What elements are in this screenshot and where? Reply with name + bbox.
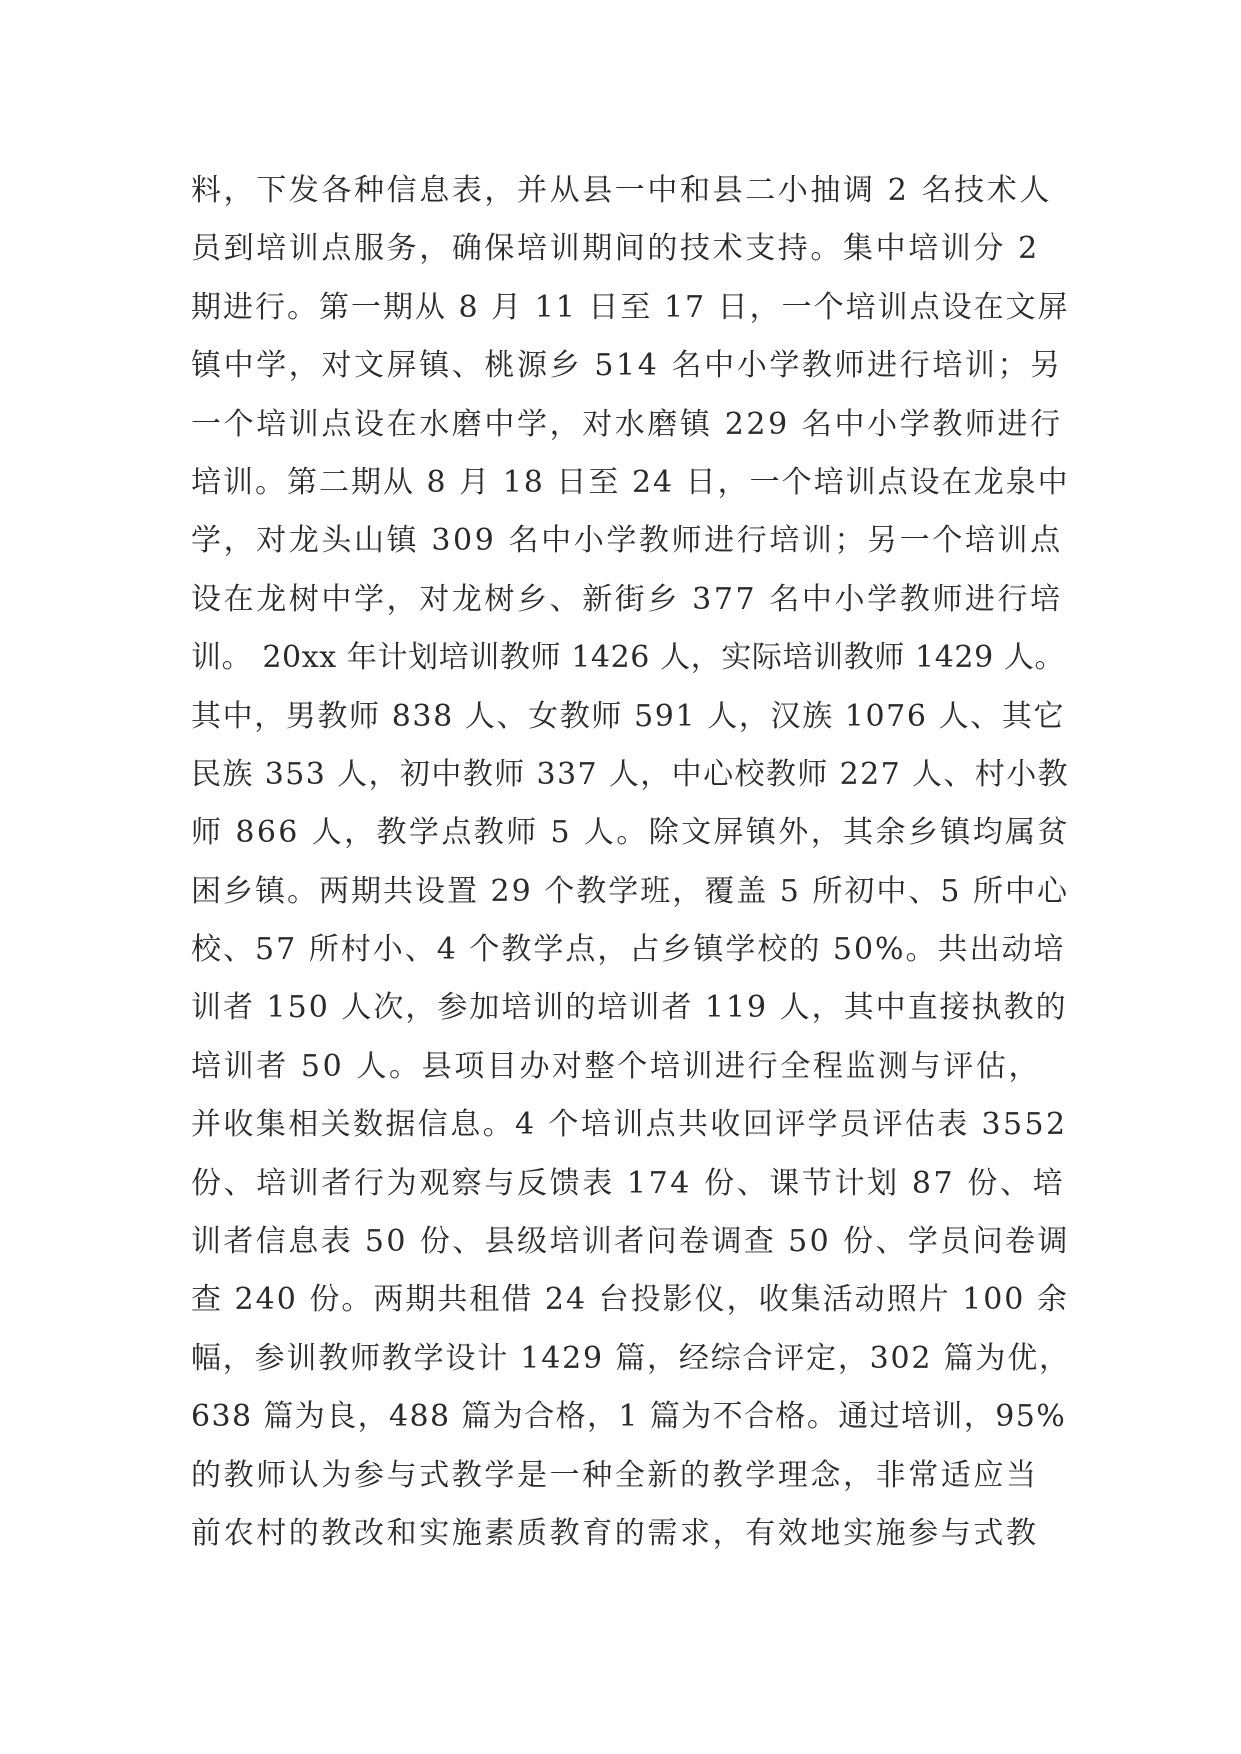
text-line: 员到培训点服务，确保培训期间的技术支持。集中培训分 2 <box>191 231 1040 267</box>
text-line: 培训者 50 人。县项目办对整个培训进行全程监测与评估， <box>191 1048 1042 1084</box>
text-line: 查 240 份。两期共租借 24 台投影仪，收集活动照片 100 余 <box>191 1282 1069 1318</box>
text-line: 份、培训者行为观察与反馈表 174 份、课节计划 87 份、培 <box>191 1165 1066 1201</box>
text-line: 校、57 所村小、4 个教学点，占乡镇学校的 50%。共出动培 <box>191 932 1066 968</box>
text-line: 一个培训点设在水磨中学，对水磨镇 229 名中小学教师进行 <box>191 406 1063 442</box>
text-line: 训者信息表 50 份、县级培训者问卷调查 50 份、学员问卷调 <box>191 1224 1070 1260</box>
text-line: 料，下发各种信息表，并从县一中和县二小抽调 2 名技术人 <box>191 173 1052 208</box>
text-line: 师 866 人，教学点教师 5 人。除文屏镇外，其余乡镇均属贫 <box>191 815 1070 851</box>
text-line: 期进行。第一期从 8 月 11 日至 17 日，一个培训点设在文屏 <box>191 289 1070 325</box>
text-line: 困乡镇。两期共设置 29 个教学班，覆盖 5 所初中、5 所中心 <box>191 873 1070 909</box>
text-line: 并收集相关数据信息。4 个培训点共收回评学员评估表 3552 <box>191 1107 1068 1143</box>
text-line: 训者 150 人次，参加培训的培训者 119 人，其中直接执教的 <box>191 990 1068 1026</box>
text-line: 前农村的教改和实施素质教育的需求，有效地实施参与式教 <box>191 1515 1039 1551</box>
text-line: 学，对龙头山镇 309 名中小学教师进行培训；另一个培训点 <box>191 523 1063 559</box>
text-line: 幅，参训教师教学设计 1429 篇，经综合评定，302 篇为优， <box>191 1340 1071 1376</box>
text-line: 训。 20xx 年计划培训教师 1426 人，实际培训教师 1429 人。 <box>191 640 1066 676</box>
text-line: 638 篇为良，488 篇为合格，1 篇为不合格。通过培训，95% <box>191 1399 1067 1435</box>
text-line: 培训。第二期从 8 月 18 日至 24 日，一个培训点设在龙泉中 <box>191 464 1070 500</box>
body-text <box>191 162 1071 1563</box>
text-line: 镇中学，对文屏镇、桃源乡 514 名中小学教师进行培训；另 <box>191 348 1063 384</box>
text-line: 民族 353 人，初中教师 337 人，中心校教师 227 人、村小教 <box>191 756 1069 792</box>
text-line: 的教师认为参与式教学是一种全新的教学理念，非常适应当 <box>191 1457 1039 1493</box>
text-line: 其中，男教师 838 人、女教师 591 人，汉族 1076 人、其它 <box>191 698 1066 734</box>
text-line: 设在龙树中学，对龙树乡、新街乡 377 名中小学教师进行培 <box>191 581 1063 617</box>
